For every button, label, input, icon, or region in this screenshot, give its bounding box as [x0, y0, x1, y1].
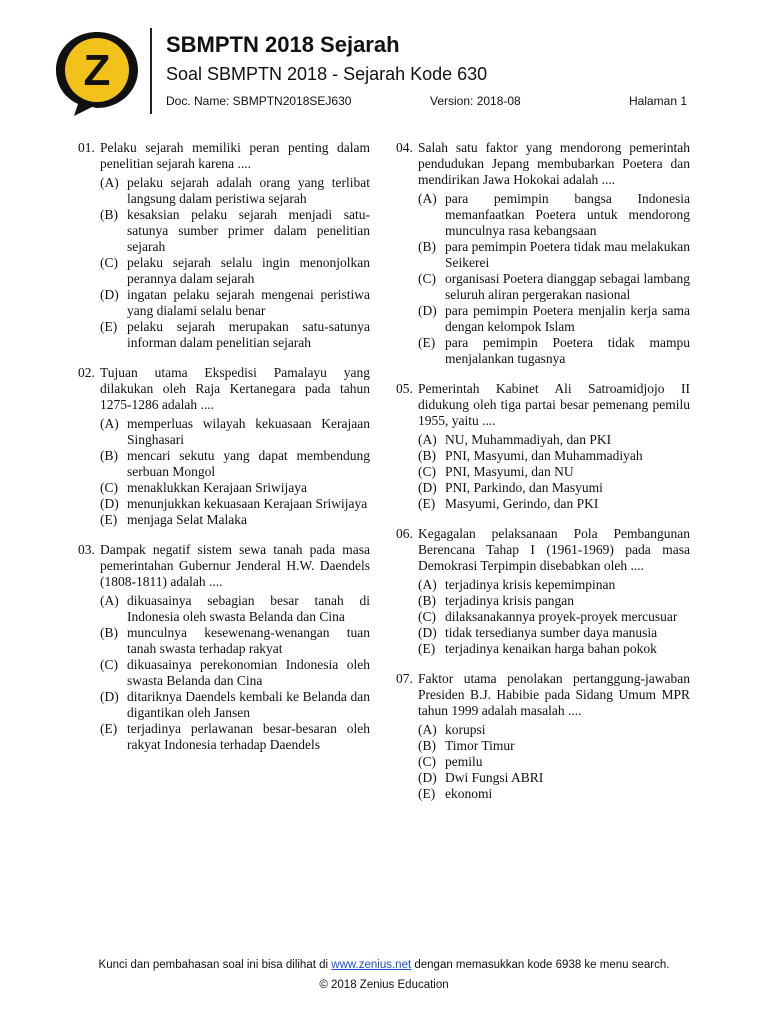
answer-option [418, 609, 690, 625]
option-text: terjadinya krisis pangan [445, 593, 574, 608]
answer-option [418, 641, 690, 657]
option-label: (D) [418, 303, 437, 318]
option-label: (E) [100, 512, 118, 527]
answer-option [100, 657, 370, 689]
option-label: (C) [418, 754, 436, 769]
option-label: (B) [418, 448, 436, 463]
answer-option [100, 255, 370, 287]
question-item [78, 542, 370, 753]
question-item [78, 365, 370, 528]
footer-text-pre: Kunci dan pembahasan soal ini bisa dilihat di [98, 959, 332, 971]
question-number: 03. [78, 542, 95, 557]
option-text: Dwi Fungsi ABRI [445, 770, 544, 785]
answer-option [418, 754, 690, 770]
option-label: (A) [418, 577, 437, 592]
option-text: korupsi [445, 722, 486, 737]
option-text: para pemimpin Poetera tidak mau melakukan Seikerei [445, 239, 690, 270]
answer-option [100, 480, 370, 496]
answer-option [100, 175, 370, 207]
option-label: (A) [418, 722, 437, 737]
option-text: kesaksian pelaku sejarah menjadi satu-satunya sumber primer dalam penelitian sejarah [127, 207, 370, 254]
option-text: PNI, Masyumi, dan Muhammadiyah [445, 448, 643, 463]
answer-option [418, 593, 690, 609]
option-label: (D) [418, 770, 437, 785]
zenius-logo [52, 28, 142, 118]
option-label: (C) [418, 609, 436, 624]
question-text: Pelaku sejarah memiliki peran penting dalam penelitian sejarah karena .... [100, 140, 370, 171]
option-label: (E) [418, 335, 436, 350]
option-label: (E) [418, 786, 436, 801]
answer-option [418, 303, 690, 335]
question-text: Salah satu faktor yang mendorong pemerintah pendudukan Jepang membubarkan Poetera dan mendirikan Jawa Hokokai adalah .... [418, 140, 690, 187]
answer-option [100, 207, 370, 255]
option-text: memperluas wilayah kekuasaan Kerajaan Singhasari [127, 416, 370, 447]
answer-option [418, 786, 690, 802]
answer-option [418, 432, 690, 448]
option-text: mencari sekutu yang dapat membendung serbuan Mongol [127, 448, 370, 479]
option-text: ditariknya Daendels kembali ke Belanda dan digantikan oleh Jansen [127, 689, 370, 720]
option-text: terjadinya krisis kepemimpinan [445, 577, 616, 592]
question-number: 02. [78, 365, 95, 380]
question-item [396, 671, 690, 802]
option-text: pelaku sejarah selalu ingin menonjolkan perannya dalam sejarah [127, 255, 370, 286]
option-label: (D) [100, 287, 119, 302]
answer-option [418, 722, 690, 738]
option-text: para pemimpin bangsa Indonesia memanfaatkan Poetera untuk mendorong munculnya rasa kebangsaan [445, 191, 690, 238]
option-text: Masyumi, Gerindo, dan PKI [445, 496, 599, 511]
question-text: Faktor utama penolakan pertanggung-jawaban Presiden B.J. Habibie pada Sidang Umum MPR tahun 1999 adalah masalah .... [418, 671, 690, 718]
answer-option [100, 689, 370, 721]
question-text: Kegagalan pelaksanaan Pola Pembangunan Berencana Tahap I (1961-1969) pada masa Demokrasi Terpimpin disebabkan oleh .... [418, 526, 690, 573]
answer-option [418, 770, 690, 786]
option-text: dikuasainya perekonomian Indonesia oleh swasta Belanda dan Cina [127, 657, 370, 688]
option-label: (B) [100, 625, 118, 640]
zenius-link[interactable]: www.zenius.net [331, 959, 412, 971]
option-text: PNI, Masyumi, dan NU [445, 464, 574, 479]
option-label: (D) [100, 689, 119, 704]
footer-text-post: dengan memasukkan kode 6938 ke menu search. [411, 959, 670, 971]
option-text: dikuasainya sebagian besar tanah di Indonesia oleh swasta Belanda dan Cina [127, 593, 370, 624]
option-label: (B) [418, 738, 436, 753]
option-label: (E) [100, 319, 118, 334]
answer-option [418, 239, 690, 271]
option-text: ekonomi [445, 786, 493, 801]
option-text: NU, Muhammadiyah, dan PKI [445, 432, 612, 447]
option-text: pelaku sejarah merupakan satu-satunya informan dalam penelitian sejarah [127, 319, 370, 350]
answer-option [100, 287, 370, 319]
option-label: (E) [100, 721, 118, 736]
option-label: (D) [418, 480, 437, 495]
question-text: Pemerintah Kabinet Ali Satroamidjojo II didukung oleh tiga partai besar pemenang pemilu 1955, yaitu .... [418, 381, 690, 428]
answer-option [418, 480, 690, 496]
logo-letter: Z [83, 46, 111, 95]
option-label: (A) [418, 191, 437, 206]
answer-option [418, 191, 690, 239]
option-label: (A) [100, 593, 119, 608]
answer-option [418, 577, 690, 593]
option-text: pemilu [445, 754, 483, 769]
option-text: tidak tersedianya sumber daya manusia [445, 625, 658, 640]
answer-option [418, 448, 690, 464]
doc-name: Doc. Name: SBMPTN2018SEJ630 [166, 94, 352, 108]
question-number: 07. [396, 671, 413, 686]
left-column [78, 140, 370, 767]
option-text: menjaga Selat Malaka [127, 512, 247, 527]
option-label: (B) [100, 448, 118, 463]
question-item [78, 140, 370, 351]
answer-option [418, 271, 690, 303]
option-text: organisasi Poetera dianggap sebagai lambang seluruh aliran pergerakan nasional [445, 271, 690, 302]
answer-option [100, 625, 370, 657]
option-label: (E) [418, 641, 436, 656]
answer-option [100, 721, 370, 753]
option-text: para pemimpin Poetera tidak mampu menjalankan tugasnya [445, 335, 690, 366]
answer-option [418, 335, 690, 367]
option-text: ingatan pelaku sejarah mengenai peristiwa yang dialami selalu benar [127, 287, 370, 318]
answer-option [100, 319, 370, 351]
option-label: (B) [418, 593, 436, 608]
option-label: (C) [100, 480, 118, 495]
right-column [396, 140, 690, 816]
option-label: (D) [100, 496, 119, 511]
option-text: menaklukkan Kerajaan Sriwijaya [127, 480, 307, 495]
option-text: menunjukkan kekuasaan Kerajaan Sriwijaya [127, 496, 368, 511]
answer-option [418, 464, 690, 480]
answer-option [100, 416, 370, 448]
question-text: Dampak negatif sistem sewa tanah pada masa pemerintahan Gubernur Jenderal H.W. Daendels (1808-1811) adalah .... [100, 542, 370, 589]
option-label: (A) [418, 432, 437, 447]
option-text: para pemimpin Poetera menjalin kerja sama dengan kelompok Islam [445, 303, 690, 334]
option-text: munculnya kesewenang-wenangan tuan tanah swasta terhadap rakyat [127, 625, 370, 656]
answer-option [418, 625, 690, 641]
question-number: 01. [78, 140, 95, 155]
question-number: 04. [396, 140, 413, 155]
answer-option [418, 738, 690, 754]
option-label: (A) [100, 175, 119, 190]
option-label: (C) [100, 255, 118, 270]
copyright: © 2018 Zenius Education [319, 979, 449, 991]
option-label: (E) [418, 496, 436, 511]
question-number: 05. [396, 381, 413, 396]
option-text: Timor Timur [445, 738, 515, 753]
page-subtitle: Soal SBMPTN 2018 - Sejarah Kode 630 [166, 64, 488, 84]
option-text: pelaku sejarah adalah orang yang terlibat langsung dalam peristiwa sejarah [127, 175, 370, 206]
page-number: Halaman 1 [629, 94, 688, 108]
question-item [396, 526, 690, 657]
answer-option [100, 512, 370, 528]
question-item [396, 140, 690, 367]
option-text: dilaksanakannya proyek-proyek mercusuar [445, 609, 678, 624]
page-title: SBMPTN 2018 Sejarah [166, 32, 400, 57]
answer-option [100, 448, 370, 480]
option-label: (C) [418, 464, 436, 479]
option-label: (C) [100, 657, 118, 672]
option-label: (B) [100, 207, 118, 222]
footer-note [0, 959, 768, 971]
option-label: (C) [418, 271, 436, 286]
option-text: terjadinya perlawanan besar-besaran oleh rakyat Indonesia terhadap Daendels [127, 721, 370, 752]
option-text: PNI, Parkindo, dan Masyumi [445, 480, 603, 495]
option-label: (B) [418, 239, 436, 254]
answer-option [100, 496, 370, 512]
option-label: (A) [100, 416, 119, 431]
option-label: (D) [418, 625, 437, 640]
zenius-logo-icon [52, 28, 142, 118]
header-divider [150, 28, 152, 114]
question-item [396, 381, 690, 512]
question-number: 06. [396, 526, 413, 541]
option-text: terjadinya kenaikan harga bahan pokok [445, 641, 657, 656]
doc-version: Version: 2018-08 [430, 94, 521, 108]
answer-option [100, 593, 370, 625]
question-text: Tujuan utama Ekspedisi Pamalayu yang dilakukan oleh Raja Kertanegara pada tahun 1275-1286 adalah .... [100, 365, 370, 412]
answer-option [418, 496, 690, 512]
